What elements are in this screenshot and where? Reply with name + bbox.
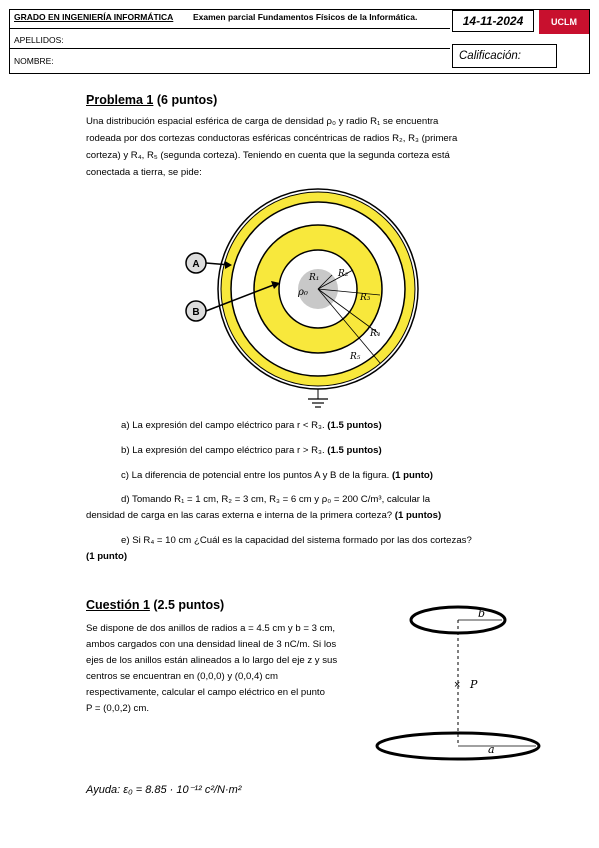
spherical-shells-figure	[170, 183, 460, 413]
item-d-line2: densidad de carga en las caras externa e interna de la primera corteza? (1 puntos)	[86, 510, 442, 521]
item-b: b) La expresión del campo eléctrico para r > R₃. (1.5 puntos)	[121, 445, 382, 456]
statement-line: respectivamente, calcular el campo eléctrico en el punto	[86, 687, 325, 698]
item-d-line1: d) Tomando R₁ = 1 cm, R₂ = 3 cm, R₃ = 6 cm y ρ₀ = 200 C/m³, calcular la	[121, 494, 431, 505]
density-label: ρ₀	[298, 287, 308, 298]
statement-line: rodeada por dos cortezas conductoras esféricas concéntricas de radios R₂, R₃ (primera	[86, 133, 458, 144]
problem-label: Problema 1	[86, 93, 154, 107]
point-p-marker: ×	[454, 679, 461, 691]
statement-line: P = (0,0,2) cm.	[86, 703, 150, 714]
statement-line: corteza) y R₄, R₅ (segunda corteza). Teniendo en cuenta que la segunda corteza está	[86, 150, 450, 161]
radius-label: R₅	[350, 352, 361, 362]
header-divider	[9, 28, 450, 29]
item-e-points: (1 punto)	[86, 551, 128, 562]
statement-line: Una distribución espacial esférica de carga de densidad ρ₀ y radio R₁ se encuentra	[86, 116, 439, 127]
point-b-label: B	[192, 307, 200, 318]
help-formula: Ayuda: ε₀ = 8.85 · 10⁻¹² c²/N·m²	[86, 784, 242, 796]
question-title	[86, 598, 224, 612]
radius-label: R₃	[360, 293, 371, 303]
question-points: (2.5 puntos)	[153, 598, 225, 612]
radius-b-label: b	[478, 607, 486, 620]
statement-line: conectada a tierra, se pide:	[86, 167, 202, 178]
radius-a-label: a	[488, 743, 495, 756]
point-p-label: P	[470, 678, 478, 691]
radius-label: R₂	[338, 269, 349, 279]
item-a: a) La expresión del campo eléctrico para r < R₃. (1.5 puntos)	[121, 420, 382, 431]
statement-line: centros se encuentran en (0,0,0) y (0,0,4) cm	[86, 671, 278, 682]
exam-title: Examen parcial Fundamentos Físicos de la Informática.	[193, 12, 418, 22]
problem-points: (6 puntos)	[156, 93, 218, 107]
radius-label: R₄	[370, 329, 381, 339]
header-divider	[9, 48, 450, 49]
item-c: c) La diferencia de potencial entre los puntos A y B de la figura. (1 punto)	[121, 470, 433, 481]
apellidos-label: APELLIDOS:	[14, 35, 64, 45]
point-a-label: A	[192, 259, 200, 270]
item-e-line1: e) Si R₄ = 10 cm ¿Cuál es la capacidad del sistema formado por las dos cortezas?	[121, 535, 472, 546]
degree-name: GRADO EN INGENIERÍA INFORMÁTICA	[14, 12, 174, 22]
statement-line: ejes de los anillos están alineados a lo largo del eje z y sus	[86, 655, 338, 666]
problem-statement	[86, 113, 516, 181]
radius-label: R₁	[309, 273, 320, 283]
statement-line: ambos cargados con una densidad lineal de 3 nC/m. Si los	[86, 639, 337, 650]
calificacion-field[interactable]: Calificación:	[452, 44, 557, 68]
question-statement	[86, 621, 380, 717]
nombre-label: NOMBRE:	[14, 56, 54, 66]
rings-figure	[370, 600, 590, 770]
exam-date: 14-11-2024	[452, 10, 534, 32]
statement-line: Se dispone de dos anillos de radios a = 4.5 cm y b = 3 cm,	[86, 623, 336, 634]
uclm-logo: UCLM	[539, 10, 589, 34]
question-label: Cuestión 1	[86, 598, 150, 612]
problem-title	[86, 93, 217, 107]
